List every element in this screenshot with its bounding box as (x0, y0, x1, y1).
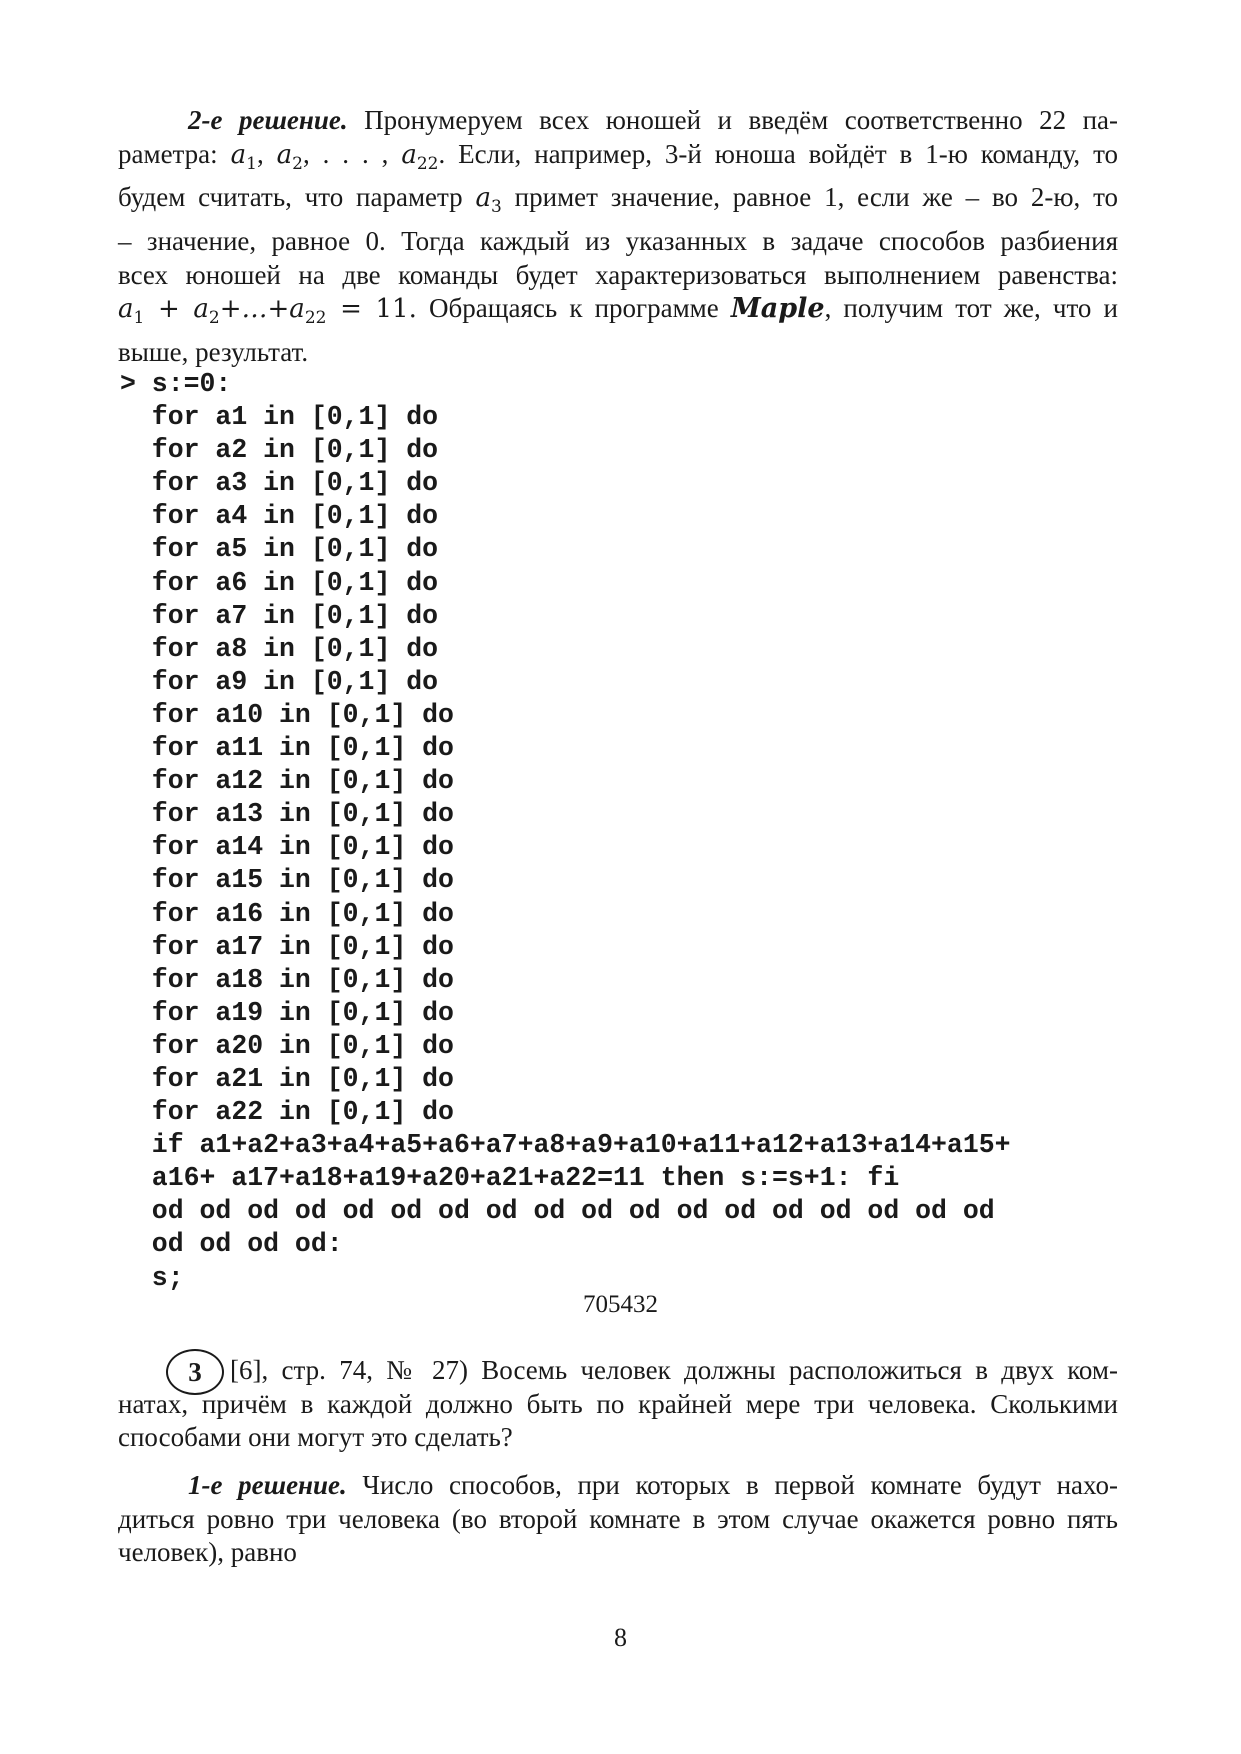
text-line (118, 1469, 1118, 1503)
text-line (118, 336, 1118, 370)
code-line: for a16 in [0,1] do (120, 898, 454, 929)
text-line (118, 104, 1118, 138)
code-line: for a19 in [0,1] do (120, 997, 454, 1028)
text-line (118, 1354, 1118, 1388)
math-equation: $a_1$ + $a_2+\dots+a_{22} = 11$. (118, 294, 417, 329)
text-segment: всех юношей на две команды будет характеризоваться выполнением равенства: (118, 259, 1118, 290)
text-line (118, 1388, 1118, 1422)
math-param: $a_2$ (276, 139, 303, 174)
code-line: for a6 in [0,1] do (120, 567, 439, 598)
code-line: for a17 in [0,1] do (120, 931, 454, 962)
code-line: if a1+a2+a3+a4+a5+a6+a7+a8+a9+a10+a11+a12+a13+a14+a15+ (120, 1130, 1011, 1161)
code-line: for a10 in [0,1] do (120, 699, 454, 730)
text-line (118, 225, 1118, 259)
task-number-badge: 3 (166, 1349, 224, 1395)
text-line (118, 1536, 1118, 1570)
math-param: $a_1$ (230, 139, 257, 174)
code-line: for a5 in [0,1] do (120, 534, 439, 565)
code-line: for a18 in [0,1] do (120, 964, 454, 995)
text-line (118, 1503, 1118, 1537)
code-line: od od od od od od od od od od od od od od od od od od (120, 1196, 995, 1227)
text-segment: человек), равно (118, 1537, 297, 1568)
code-line: a16+ a17+a18+a19+a20+a21+a22=11 then s:=s+1: fi (120, 1163, 900, 1194)
text-line (118, 181, 1118, 225)
code-line: s; (120, 1262, 184, 1293)
maple-code-block (120, 368, 1011, 1295)
math-param: $a_{22}$ (401, 139, 439, 174)
text-line: раметра: $a_1$, $a_2$, . . . , $a_{22}$. Если, например, 3-й юноша войдёт в 1-ю команду, то (118, 138, 1119, 174)
text-segment: Если, например, 3-й юноша войдёт в 1-ю команду, то (458, 138, 1119, 169)
code-line: for a1 in [0,1] do (120, 402, 439, 433)
code-line: for a7 in [0,1] do (120, 600, 439, 631)
code-line: > s:=0: (120, 369, 232, 399)
task-3-paragraph (118, 1354, 1118, 1455)
solution-2-paragraph (118, 104, 1118, 370)
code-line: for a11 in [0,1] do (120, 733, 454, 764)
text-segment: Число способов, при которых в первой комнате будут нахо- (362, 1470, 1118, 1500)
code-line: for a3 in [0,1] do (120, 468, 439, 499)
maple-name: Maple (730, 293, 825, 325)
solution-heading: 2-е решение. (188, 105, 348, 135)
code-line: for a20 in [0,1] do (120, 1030, 454, 1061)
text-segment: [6], стр. 74, № 27) Восемь человек должны расположиться в двух ком- (230, 1355, 1118, 1385)
solution-heading: 1-е решение. (188, 1470, 347, 1500)
text-line (118, 259, 1118, 293)
code-line: for a2 in [0,1] do (120, 435, 439, 466)
code-line: for a14 in [0,1] do (120, 832, 454, 863)
text-segment: Обращаясь к программе (429, 293, 719, 324)
code-line: for a15 in [0,1] do (120, 865, 454, 896)
code-line: for a21 in [0,1] do (120, 1063, 454, 1094)
math-param: $a_3$ (475, 183, 502, 218)
code-line: for a12 in [0,1] do (120, 766, 454, 797)
text-segment: натах, причём в каждой должно быть по крайней мере три человека. Сколькими (118, 1388, 1118, 1419)
code-line: for a8 in [0,1] do (120, 633, 439, 664)
code-line: for a13 in [0,1] do (120, 799, 454, 830)
text-line (118, 292, 1118, 336)
text-segment: примет значение, равное 1, если же – во 2-ю, то (514, 182, 1119, 213)
page-number: 8 (614, 1623, 627, 1652)
text-segment: выше, результат. (118, 337, 309, 368)
code-line: for a22 in [0,1] do (120, 1097, 454, 1128)
text-segment: раметра: (118, 138, 218, 169)
text-segment: – значение, равное 0. Тогда каждый из указанных в задаче способов разбиения (118, 226, 1118, 257)
code-line: od od od od: (120, 1229, 343, 1260)
code-line: for a4 in [0,1] do (120, 501, 439, 532)
solution-1-paragraph (118, 1469, 1118, 1570)
maple-output: 705432 (583, 1291, 658, 1318)
text-segment: , получим тот же, что и (824, 293, 1118, 324)
code-line: for a9 in [0,1] do (120, 666, 439, 697)
text-line (118, 1421, 1118, 1455)
text-segment: способами они могут это сделать? (118, 1422, 513, 1453)
text-segment: будем считать, что параметр (118, 182, 463, 213)
text-segment: диться ровно три человека (во второй комнате в этом случае окажется ровно пять (118, 1503, 1118, 1534)
text-segment: Пронумеруем всех юношей и введём соответственно 22 па- (364, 105, 1119, 135)
